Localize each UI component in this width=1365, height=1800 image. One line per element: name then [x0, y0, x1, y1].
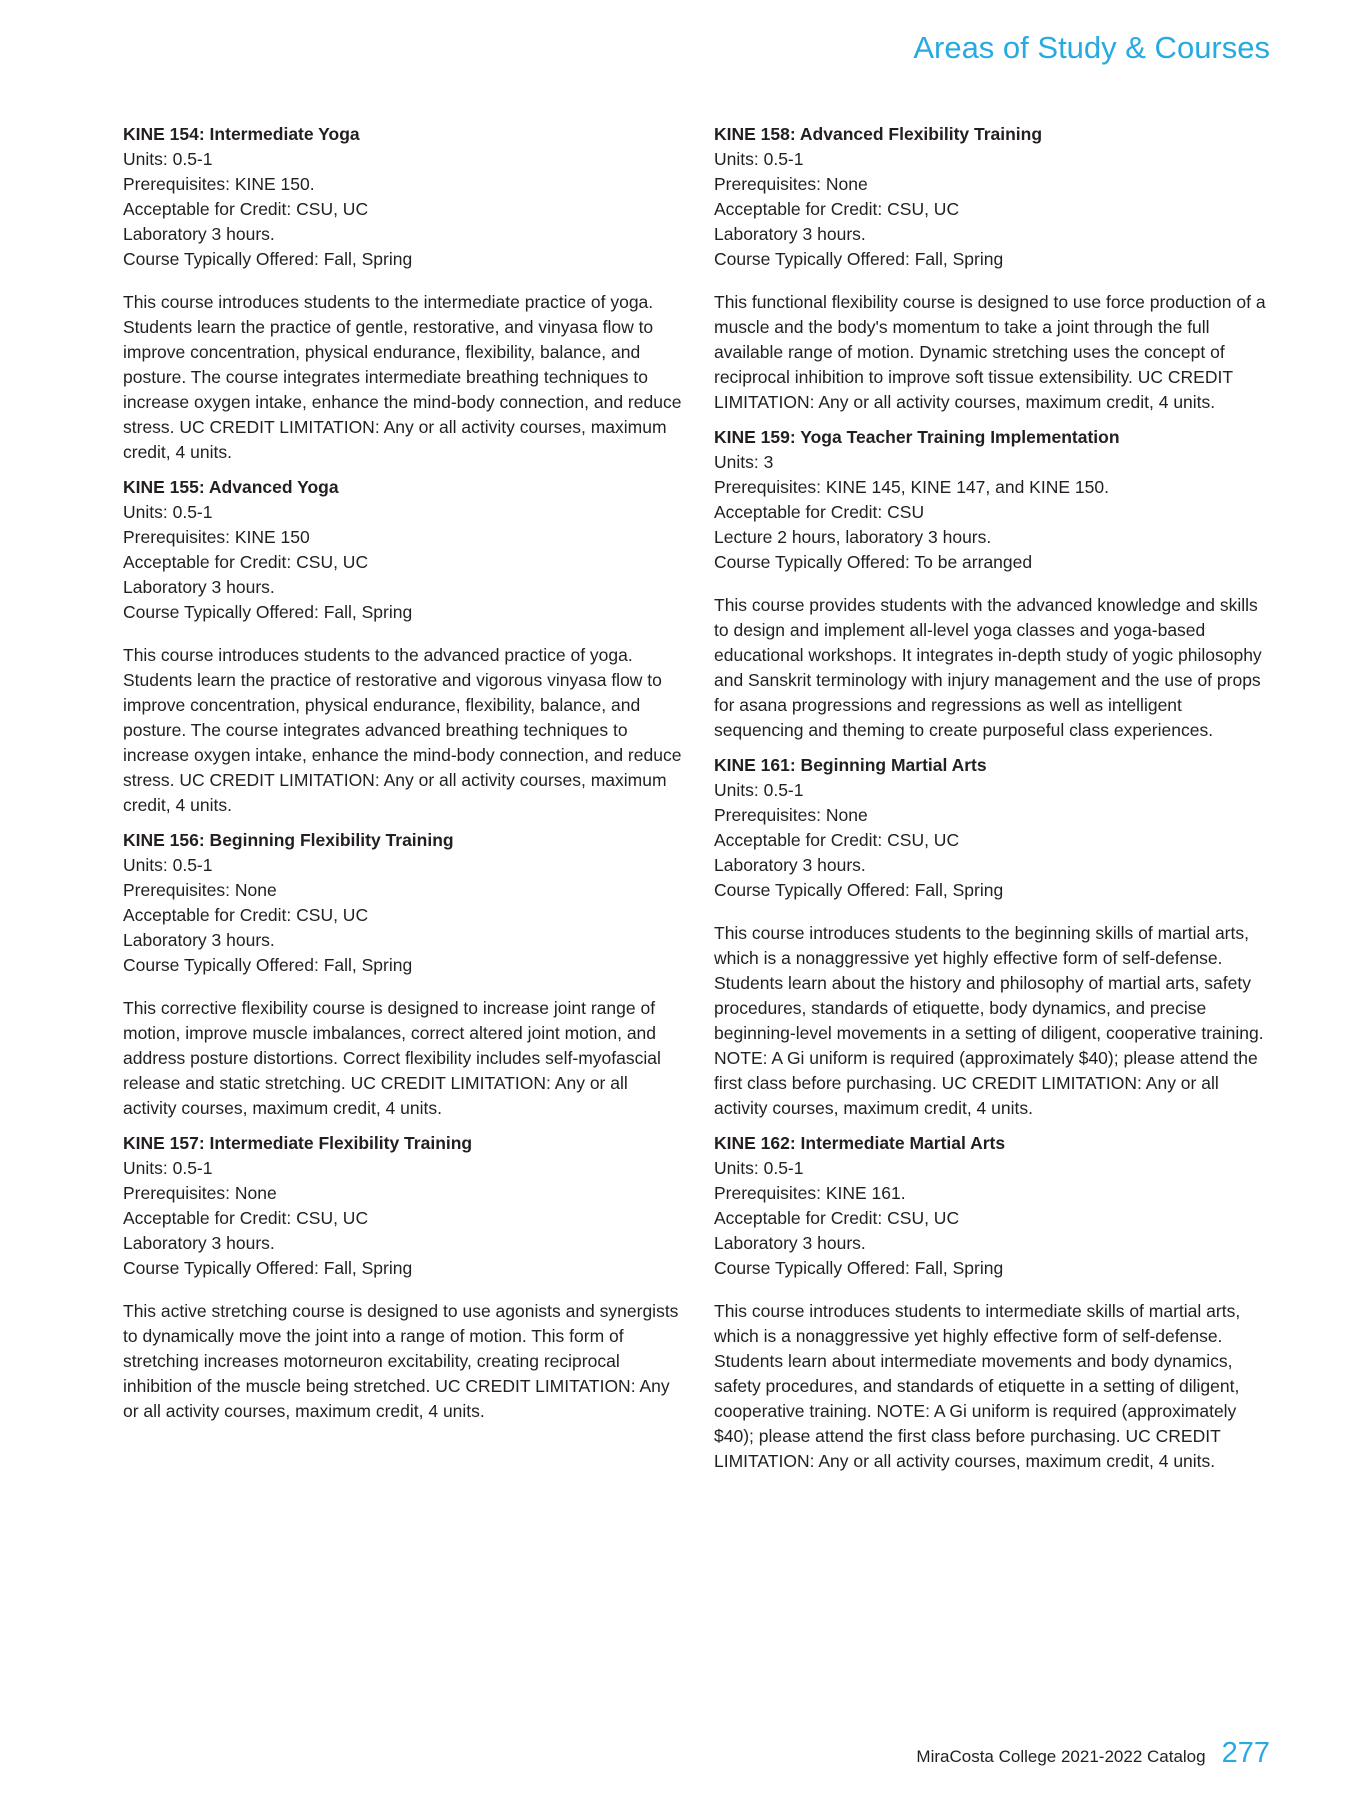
course-units: Units: 0.5-1: [714, 1158, 804, 1178]
course-offered: Course Typically Offered: Fall, Spring: [123, 602, 413, 622]
course-entry: [123, 122, 683, 465]
catalog-name: MiraCosta College 2021-2022 Catalog: [916, 1747, 1206, 1766]
course-prerequisites: Prerequisites: KINE 150.: [123, 174, 315, 194]
course-units: Units: 0.5-1: [123, 1158, 213, 1178]
course-description: This course introduces students to the intermediate practice of yoga. Students learn the practice of gentle, restorative, and vinyasa flow to improve concentration, physical endurance, flexibility, balance, and posture. The course integrates intermediate breathing techniques to increase oxygen intake, enhance the mind-body connection, and reduce stress. UC CREDIT LIMITATION: Any or all activity courses, maximum credit, 4 units.: [123, 292, 682, 462]
course-title: KINE 159: Yoga Teacher Training Implementation: [714, 427, 1120, 447]
course-credit: Acceptable for Credit: CSU, UC: [714, 1208, 960, 1228]
course-units: Units: 0.5-1: [123, 855, 213, 875]
course-entry: [123, 828, 683, 1121]
course-description: This course introduces students to the advanced practice of yoga. Students learn the practice of restorative and vigorous vinyasa flow to improve concentration, physical endurance, flexibility, balance, and posture. The course integrates advanced breathing techniques to increase oxygen intake, enhance the mind-body connection, and reduce stress. UC CREDIT LIMITATION: Any or all activity courses, maximum credit, 4 units.: [123, 645, 682, 815]
course-offered: Course Typically Offered: Fall, Spring: [123, 1258, 413, 1278]
course-title: KINE 155: Advanced Yoga: [123, 477, 339, 497]
course-offered: Course Typically Offered: Fall, Spring: [714, 1258, 1004, 1278]
page-number: 277: [1221, 1737, 1270, 1769]
course-offered: Course Typically Offered: Fall, Spring: [123, 955, 413, 975]
course-offered: Course Typically Offered: Fall, Spring: [714, 880, 1004, 900]
course-offered: Course Typically Offered: To be arranged: [714, 552, 1033, 572]
course-credit: Acceptable for Credit: CSU, UC: [714, 199, 960, 219]
course-description: This active stretching course is designed to use agonists and synergists to dynamically move the joint into a range of motion. This form of stretching increases motorneuron excitability, creating reciprocal inhibition of the muscle being stretched. UC CREDIT LIMITATION: Any or all activity courses, maximum credit, 4 units.: [123, 1301, 679, 1421]
course-entry: [714, 753, 1274, 1121]
page-footer: [916, 1737, 1270, 1770]
course-units: Units: 0.5-1: [714, 149, 804, 169]
course-credit: Acceptable for Credit: CSU, UC: [123, 552, 369, 572]
course-prerequisites: Prerequisites: KINE 145, KINE 147, and KINE 150.: [714, 477, 1109, 497]
course-credit: Acceptable for Credit: CSU, UC: [123, 1208, 369, 1228]
course-entry: [714, 425, 1274, 743]
left-column: [123, 122, 683, 1434]
course-hours: Laboratory 3 hours.: [714, 855, 866, 875]
course-units: Units: 3: [714, 452, 774, 472]
course-description: This course introduces students to the beginning skills of martial arts, which is a nonaggressive yet highly effective form of self-defense. Students learn about the history and philosophy of martial arts, safety procedures, standards of etiquette, body dynamics, and precise beginning-level movements in a setting of diligent, cooperative training. NOTE: A Gi uniform is required (approximately $40); please attend the first class before purchasing. UC CREDIT LIMITATION: Any or all activity courses, maximum credit, 4 units.: [714, 923, 1264, 1118]
course-credit: Acceptable for Credit: CSU, UC: [123, 905, 369, 925]
course-hours: Laboratory 3 hours.: [123, 1233, 275, 1253]
course-entry: [123, 1131, 683, 1424]
course-credit: Acceptable for Credit: CSU: [714, 502, 925, 522]
course-entry: [123, 475, 683, 818]
course-title: KINE 161: Beginning Martial Arts: [714, 755, 987, 775]
course-hours: Laboratory 3 hours.: [714, 224, 866, 244]
course-entry: [714, 1131, 1274, 1474]
course-entry: [714, 122, 1274, 415]
course-units: Units: 0.5-1: [123, 149, 213, 169]
course-hours: Laboratory 3 hours.: [714, 1233, 866, 1253]
course-title: KINE 154: Intermediate Yoga: [123, 124, 360, 144]
course-units: Units: 0.5-1: [714, 780, 804, 800]
course-hours: Lecture 2 hours, laboratory 3 hours.: [714, 527, 992, 547]
course-prerequisites: Prerequisites: None: [123, 1183, 277, 1203]
course-prerequisites: Prerequisites: None: [123, 880, 277, 900]
right-column: [714, 122, 1274, 1484]
course-hours: Laboratory 3 hours.: [123, 930, 275, 950]
course-description: This corrective flexibility course is designed to increase joint range of motion, improve muscle imbalances, correct altered joint motion, and address posture distortions. Correct flexibility includes self-myofascial release and static stretching. UC CREDIT LIMITATION: Any or all activity courses, maximum credit, 4 units.: [123, 998, 661, 1118]
course-units: Units: 0.5-1: [123, 502, 213, 522]
course-prerequisites: Prerequisites: None: [714, 805, 868, 825]
course-title: KINE 158: Advanced Flexibility Training: [714, 124, 1043, 144]
course-credit: Acceptable for Credit: CSU, UC: [714, 830, 960, 850]
course-prerequisites: Prerequisites: None: [714, 174, 868, 194]
course-description: This course provides students with the advanced knowledge and skills to design and implement all-level yoga classes and yoga-based educational workshops. It integrates in-depth study of yogic philosophy and Sanskrit terminology with injury management and the use of props for asana progressions and regressions as well as intelligent sequencing and theming to create purposeful class experiences.: [714, 595, 1262, 740]
course-description: This functional flexibility course is designed to use force production of a muscle and the body's momentum to take a joint through the full available range of motion. Dynamic stretching uses the concept of reciprocal inhibition to improve soft tissue extensibility. UC CREDIT LIMITATION: Any or all activity courses, maximum credit, 4 units.: [714, 292, 1266, 412]
page-title: Areas of Study & Courses: [913, 30, 1270, 65]
course-credit: Acceptable for Credit: CSU, UC: [123, 199, 369, 219]
course-prerequisites: Prerequisites: KINE 161.: [714, 1183, 906, 1203]
course-hours: Laboratory 3 hours.: [123, 577, 275, 597]
course-prerequisites: Prerequisites: KINE 150: [123, 527, 310, 547]
course-offered: Course Typically Offered: Fall, Spring: [123, 249, 413, 269]
course-hours: Laboratory 3 hours.: [123, 224, 275, 244]
course-offered: Course Typically Offered: Fall, Spring: [714, 249, 1004, 269]
course-description: This course introduces students to intermediate skills of martial arts, which is a nonaggressive yet highly effective form of self-defense. Students learn about intermediate movements and body dynamics, safety procedures, and standards of etiquette in a setting of diligent, cooperative training. NOTE: A Gi uniform is required (approximately $40); please attend the first class before purchasing. UC CREDIT LIMITATION: Any or all activity courses, maximum credit, 4 units.: [714, 1301, 1241, 1471]
course-title: KINE 156: Beginning Flexibility Training: [123, 830, 454, 850]
course-title: KINE 162: Intermediate Martial Arts: [714, 1133, 1006, 1153]
course-title: KINE 157: Intermediate Flexibility Training: [123, 1133, 473, 1153]
